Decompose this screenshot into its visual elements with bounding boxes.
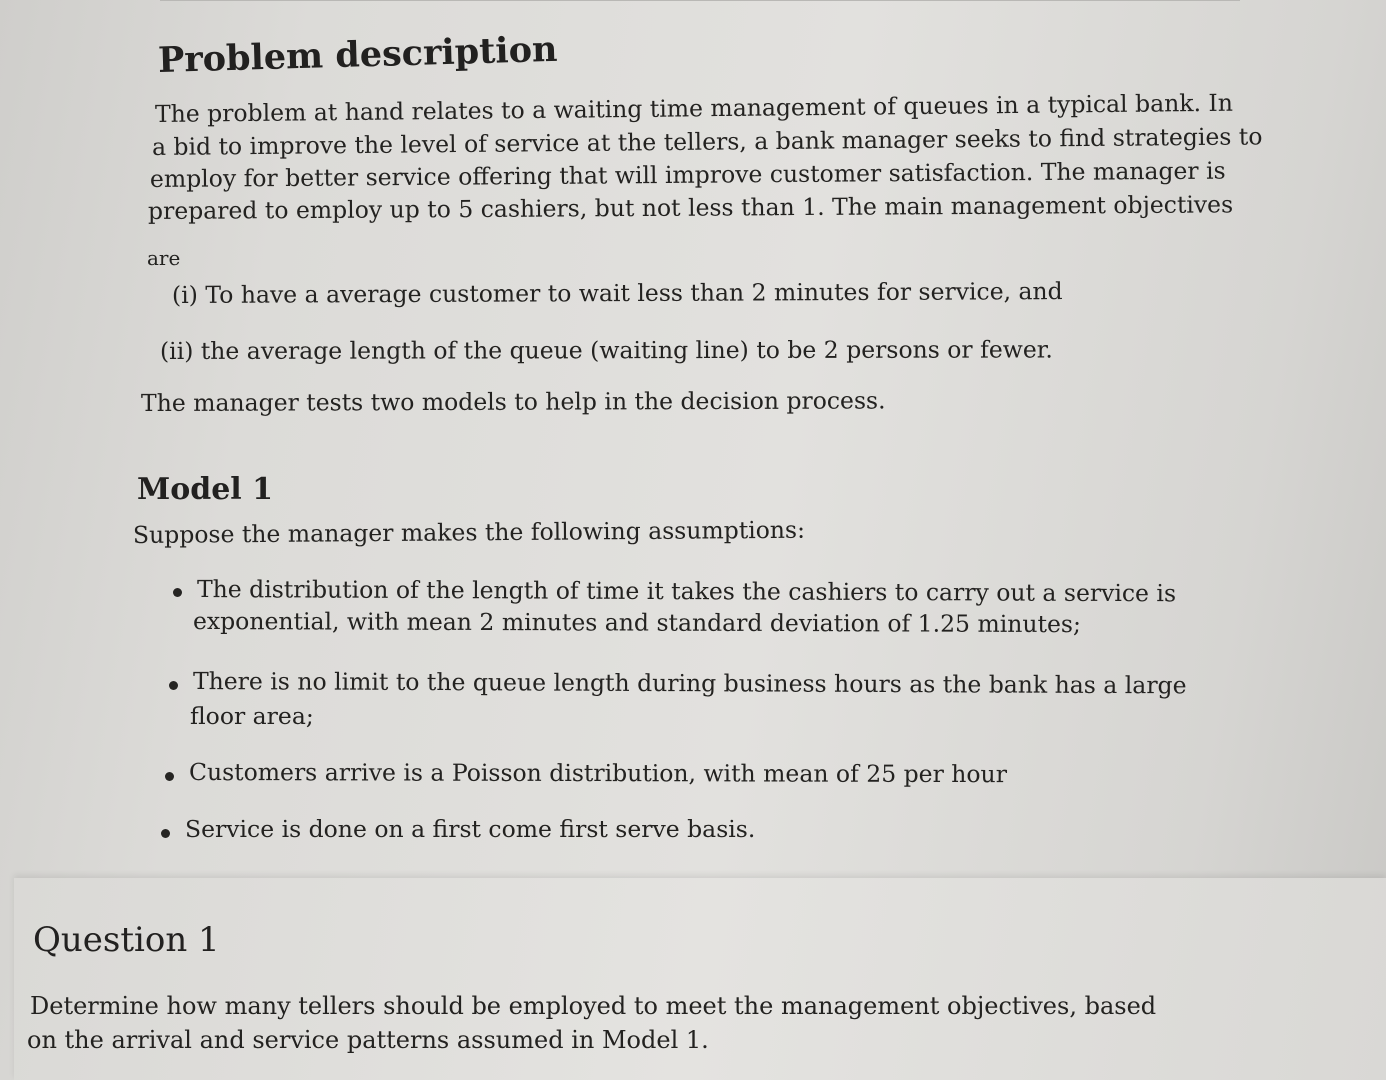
- problem-closing: The manager tests two models to help in the decision process.: [140, 386, 886, 417]
- problem-paragraph-line-1: The problem at hand relates to a waiting time management of queues in a typical bank. In: [154, 88, 1234, 128]
- top-rule: [160, 0, 1240, 1]
- model1-bullet-4-line-1: Service is done on a first come first serve basis.: [185, 815, 756, 843]
- model1-intro: Suppose the manager makes the following assumptions:: [132, 515, 806, 549]
- model1-bullet-1-line-2: exponential, with mean 2 minutes and standard deviation of 1.25 minutes;: [192, 607, 1081, 639]
- model1-bullet-3-line-1: Customers arrive is a Poisson distribution, with mean of 25 per hour: [188, 758, 1007, 789]
- question1-line-1: Determine how many tellers should be employed to meet the management objectives, based: [30, 992, 1157, 1020]
- bullet-dot-4: [161, 829, 170, 838]
- question-sheet: [14, 878, 1386, 1080]
- model1-bullet-1-line-1: The distribution of the length of time it takes the cashiers to carry out a service is: [196, 575, 1177, 608]
- question1-line-2: on the arrival and service patterns assumed in Model 1.: [27, 1026, 709, 1054]
- model1-heading: Model 1: [137, 472, 273, 507]
- problem-paragraph-line-3: employ for better service offering that will improve customer satisfaction. The manager is: [149, 156, 1226, 193]
- model1-bullet-2-line-1: There is no limit to the queue length during business hours as the bank has a large: [192, 667, 1187, 700]
- model1-bullet-2-line-2: floor area;: [190, 702, 314, 730]
- problem-paragraph-line-2: a bid to improve the level of service at the tellers, a bank manager seeks to find strategies to: [151, 122, 1263, 161]
- bullet-dot-3: [165, 772, 174, 781]
- bullet-dot-1: [173, 588, 182, 597]
- objective-2: (ii) the average length of the queue (waiting line) to be 2 persons or fewer.: [159, 335, 1053, 365]
- objective-1: (i) To have a average customer to wait less than 2 minutes for service, and: [171, 277, 1063, 309]
- problem-paragraph-line-4: prepared to employ up to 5 cashiers, but not less than 1. The main management objectives: [147, 190, 1234, 225]
- question1-heading: Question 1: [33, 920, 220, 960]
- bullet-dot-2: [169, 681, 178, 690]
- problem-paragraph-line-5: are: [147, 246, 181, 270]
- problem-heading: Problem description: [157, 28, 558, 81]
